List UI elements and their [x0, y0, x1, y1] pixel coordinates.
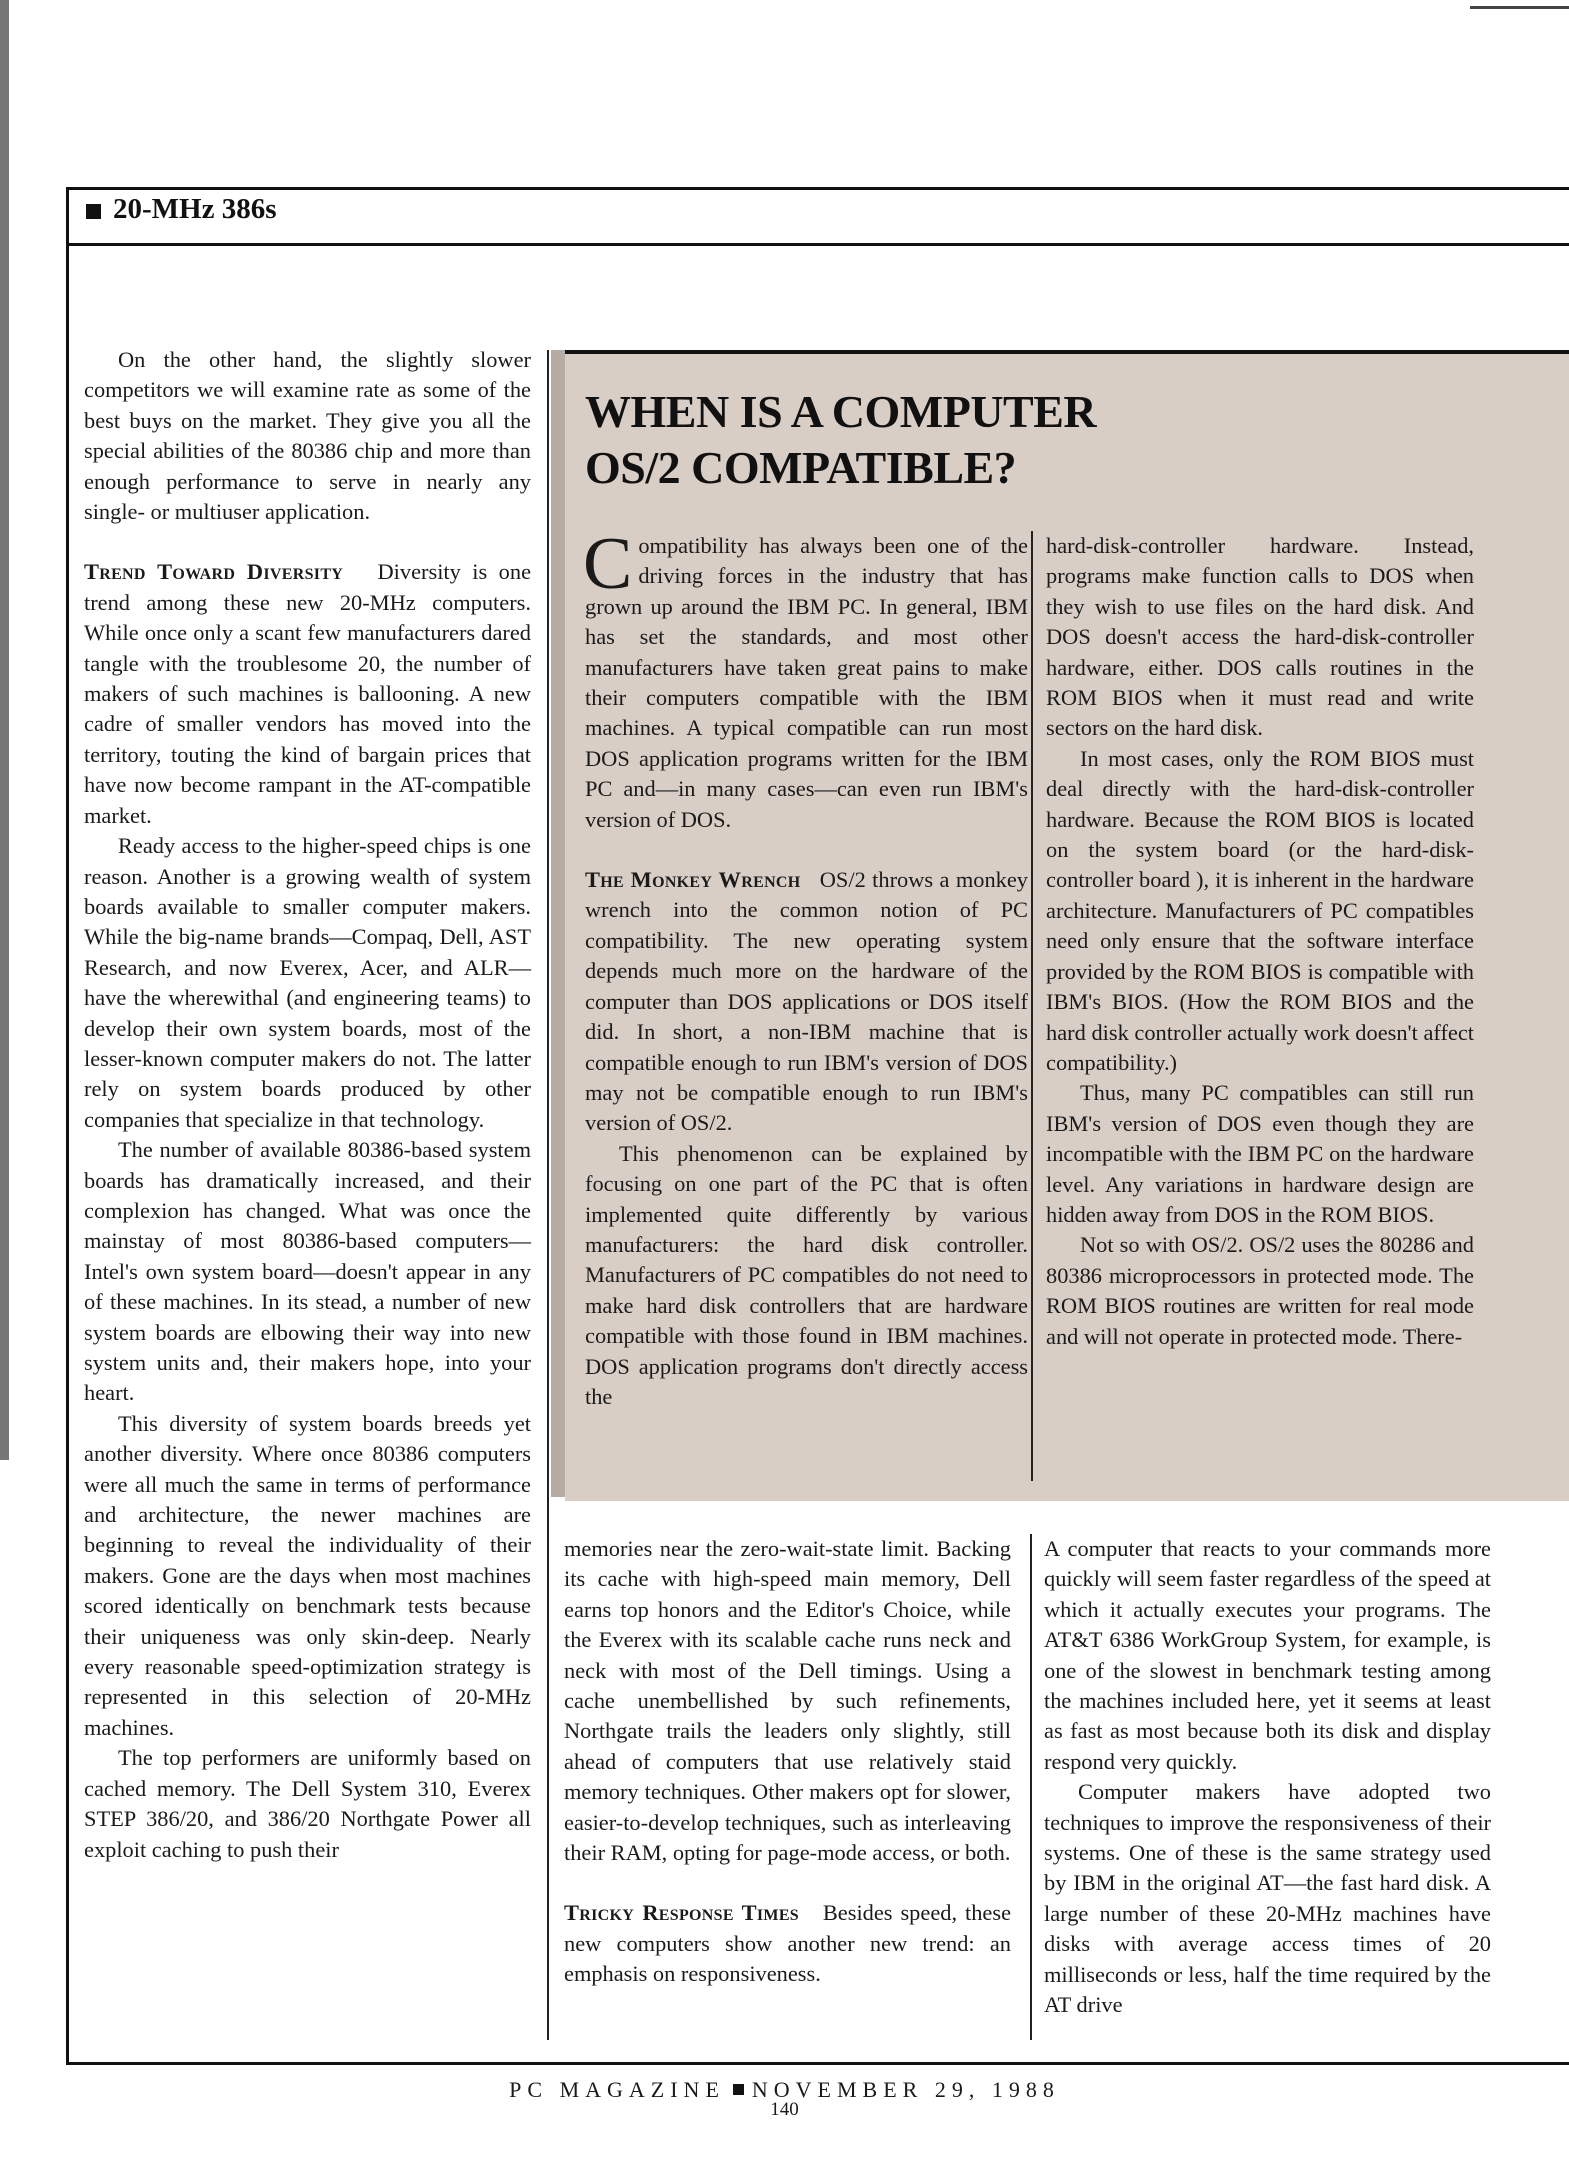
- publication-name: PC MAGAZINE: [509, 2077, 725, 2102]
- sidebar-box: [565, 350, 1569, 1501]
- body-paragraph: [564, 1898, 1011, 1989]
- sidebar-shadow: [551, 350, 565, 1497]
- left-column: [84, 345, 531, 1865]
- sidebar-paragraph: In most cases, only the ROM BIOS must deal directly with the hard-disk-controller hardware. Because the ROM BIOS is located on the system board (or the hard-disk-controller board ), it is inherent in the hardware architecture. Manufacturers of PC compatibles need only ensure that the software interface provided by the ROM BIOS is compatible with IBM's BIOS. (How the ROM BIOS and the hard disk controller actually work doesn't affect compatibility.): [1046, 745, 1474, 1075]
- section-heading: Trend Toward Diversity: [84, 559, 344, 585]
- right-column: [1044, 1534, 1491, 2021]
- sidebar-paragraph: [583, 523, 1028, 835]
- paragraph-text: ompatibility has always been one of the driving forces in the industry that has grown up around the IBM PC. In general, IBM has set the standards, and most other manufacturers have taken great pains to make their computers compatible with the IBM machines. A typical compatible can run most DOS application programs written for the IBM PC and—in many cases—can even run IBM's version of DOS.: [585, 533, 1028, 832]
- sidebar-column-1: [583, 523, 1028, 1412]
- sidebar-paragraph: Not so with OS/2. OS/2 uses the 80286 and 80386 microprocessors in protected mode. The ROM BIOS routines are written for real mode and will not operate in protected mode. There-: [1046, 1232, 1474, 1349]
- body-paragraph: This diversity of system boards breeds yet another diversity. Where once 80386 computers were all much the same in terms of performance and architecture, the newer machines are beginning to reveal the individuality of their makers. Gone are the days when most machines scored identically on benchmark tests because their uniqueness was only skin-deep. Nearly every reasonable speed-optimization strategy is represented in this selection of 20-MHz machines.: [84, 1410, 531, 1740]
- section-header: [66, 187, 1569, 246]
- issue-date: NOVEMBER 29, 1988: [751, 2077, 1060, 2102]
- paragraph-text: Besides speed, these new computers show another new trend: an emphasis on responsiveness.: [564, 1900, 1012, 1987]
- paragraph-text: Diversity is one trend among these new 20-MHz computers. While once only a scant few manufacturers dared tangle with the troublesome 20, the number of makers of such machines is ballooning. A new cadre of smaller vendors has moved into the territory, touting the kind of bargain prices that have now become rampant in the AT-compatible market.: [84, 559, 532, 828]
- middle-column: [564, 1534, 1011, 1990]
- section-label: 20-MHz 386s: [113, 193, 277, 225]
- sidebar-title-line: WHEN IS A COMPUTER: [585, 386, 1097, 437]
- sidebar-title-line: OS/2 COMPATIBLE?: [585, 442, 1017, 493]
- paragraph-text: OS/2 throws a monkey wrench into the common notion of PC compatibility. The new operating system depends much more on the hardware of the computer than DOS applications or DOS itself did. In short, a non-IBM machine that is compatible enough to run IBM's version of DOS may not be compatible enough to run IBM's version of OS/2.: [585, 867, 1028, 1136]
- body-paragraph: [84, 557, 531, 831]
- section-heading: Tricky Response Times: [564, 1900, 799, 1926]
- body-paragraph: A computer that reacts to your commands more quickly will seem faster regardless of the speed at which it actually executes your programs. The AT&T 6386 WorkGroup System, for example, is one of the slowest in benchmark testing among the machines included here, yet it seems at least as fast as most because both its disk and display respond very quickly.: [1044, 1536, 1491, 1774]
- body-paragraph: The top performers are uniformly based on cached memory. The Dell System 310, Everex STEP 386/20, and 386/20 Northgate Power all exploit caching to push their: [84, 1745, 531, 1862]
- page-number: 140: [770, 2099, 799, 2120]
- sidebar-paragraph: [585, 865, 1028, 1139]
- sidebar-column-2: [1046, 531, 1474, 1352]
- sidebar-paragraph: This phenomenon can be explained by focusing on one part of the PC that is often implemented quite differently by various manufacturers: the hard disk controller. Manufacturers of PC compatibles do not need to make hard disk controllers that are hardware compatible with those found in IBM machines. DOS application programs don't directly access the: [585, 1140, 1028, 1409]
- sidebar-paragraph: hard-disk-controller hardware. Instead, programs make function calls to DOS when they wish to use files on the hard disk. And DOS doesn't access the hard-disk-controller hardware, either. DOS calls routines in the ROM BIOS when it must read and write sectors on the hard disk.: [1046, 533, 1474, 741]
- sidebar-heading: The Monkey Wrench: [585, 867, 801, 893]
- sidebar-column-rule: [1031, 531, 1033, 1481]
- section-bullet-icon: [86, 204, 101, 219]
- column-rule: [547, 350, 549, 2040]
- scan-edge: [0, 0, 9, 1460]
- body-paragraph: memories near the zero-wait-state limit. Backing its cache with high-speed main memory, Dell earns top honors and the Editor's Choice, while the Everex with its scalable cache runs neck and neck with most of the Dell timings. Using a cache unembellished by such refinements, Northgate trails the leaders only slightly, still ahead of computers that use relatively staid memory techniques. Other makers opt for slower, easier-to-develop techniques, such as interleaving their RAM, opting for page-mode access, or both.: [564, 1536, 1011, 1866]
- scan-mark: [1470, 6, 1569, 9]
- footer-bullet-icon: [733, 2084, 744, 2095]
- page-footer: [0, 2077, 1569, 2121]
- column-rule: [1030, 1534, 1032, 2040]
- drop-cap: C: [583, 523, 633, 605]
- sidebar-paragraph: Thus, many PC compatibles can still run IBM's version of DOS even though they are incompatible with the IBM PC on the hardware level. Any variations in hardware design are hidden away from DOS in the ROM BIOS.: [1046, 1080, 1474, 1227]
- body-paragraph: Ready access to the higher-speed chips is one reason. Another is a growing wealth of system boards available to smaller computer makers. While the big-name brands—Compaq, Dell, AST Research, and now Everex, Acer, and ALR—have the wherewithal (and engineering teams) to develop their own system boards, most of the lesser-known computer makers do not. The latter rely on system boards produced by other companies that specialize in that technology.: [84, 833, 531, 1132]
- sidebar-title: [585, 384, 1096, 496]
- body-paragraph: The number of available 80386-based system boards has dramatically increased, and their complexion has changed. What was once the mainstay of most 80386-based computers—Intel's own system board—doesn't appear in any of these machines. In its stead, a number of new system boards are elbowing their way into new system units and, their makers hope, into your heart.: [84, 1137, 531, 1406]
- body-paragraph: Computer makers have adopted two techniques to improve the responsiveness of their systems. One of these is the same strategy used by IBM in the original AT—the fast hard disk. A large number of these 20-MHz machines have disks with average access times of 20 milliseconds or less, half the time required by the AT drive: [1044, 1779, 1491, 2018]
- body-paragraph: On the other hand, the slightly slower competitors we will examine rate as some of the best buys on the market. They give you all the special abilities of the 80386 chip and more than enough performance to serve in nearly any single- or multiuser application.: [84, 347, 531, 525]
